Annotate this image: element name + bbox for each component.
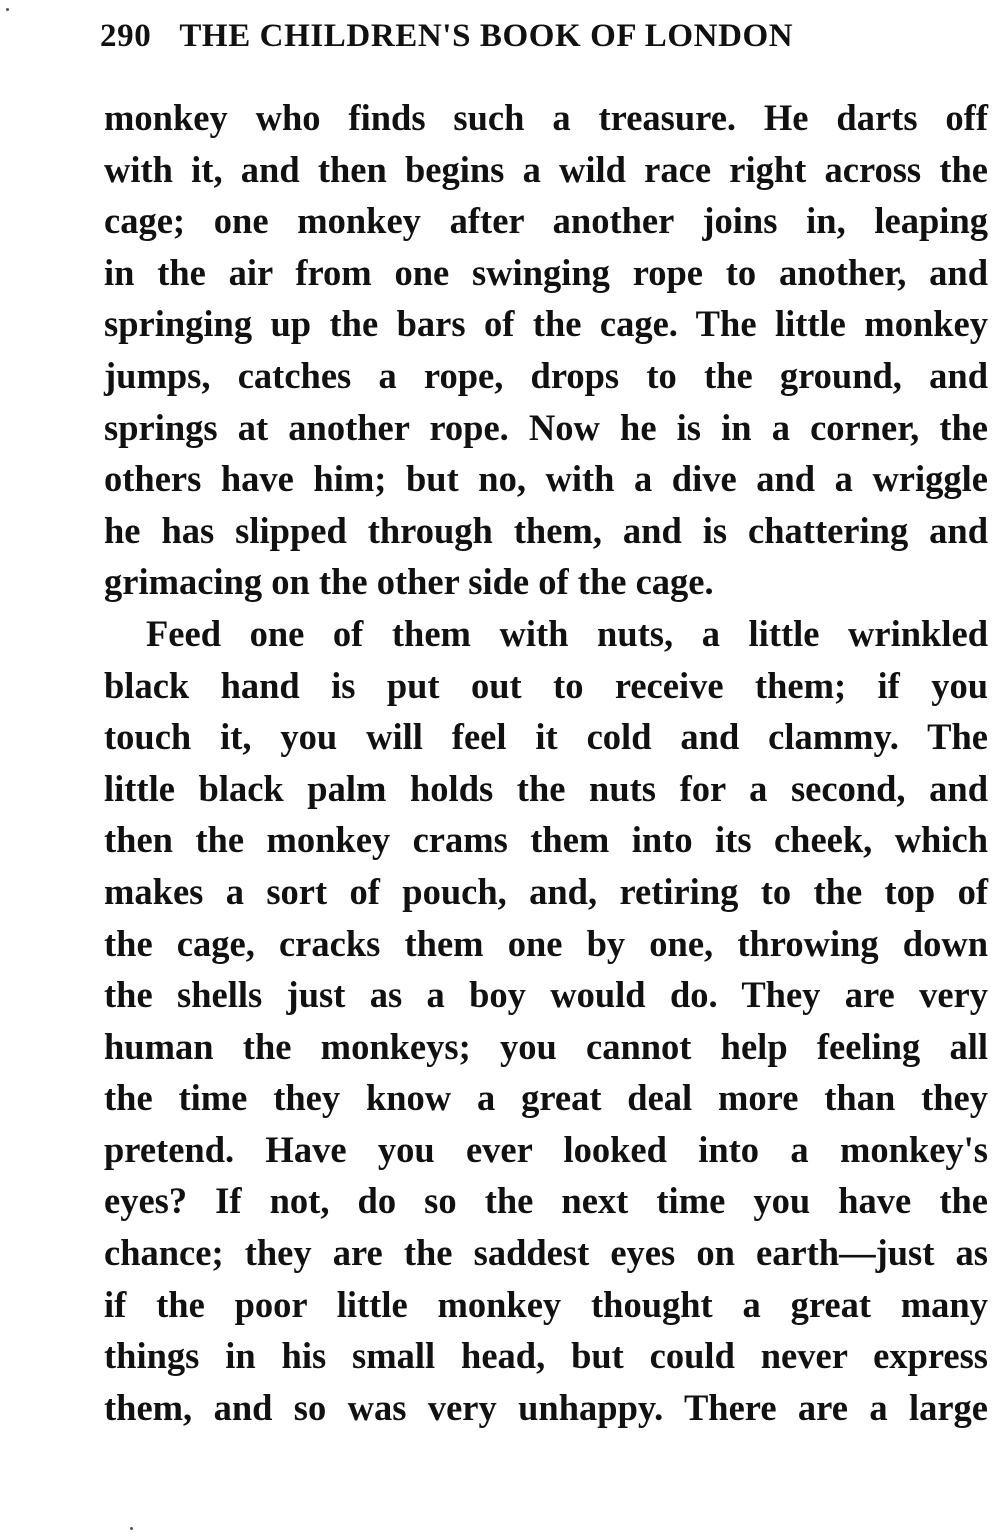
- text-line: in the air from one swinging rope to another, and: [104, 251, 988, 293]
- text-line: springing up the bars of the cage. The little monkey: [104, 303, 988, 345]
- text-line: grimacing on the other side of the cage.: [104, 561, 714, 603]
- text-line: touch it, you will feel it cold and clammy. The: [104, 716, 988, 758]
- page-number: 290: [100, 18, 152, 54]
- text-line: them, and so was very unhappy. There are a large: [104, 1386, 988, 1428]
- text-line: Feed one of them with nuts, a little wrinkled: [146, 612, 988, 654]
- text-line: things in his small head, but could never express: [104, 1335, 988, 1377]
- scan-speck: [6, 8, 9, 11]
- text-line: then the monkey crams them into its cheek, which: [104, 819, 988, 861]
- paragraph: [104, 608, 988, 1434]
- text-line: the shells just as a boy would do. They are very: [104, 974, 988, 1016]
- text-line: monkey who finds such a treasure. He darts off: [104, 97, 988, 138]
- text-line: the cage, cracks them one by one, throwing down: [104, 922, 988, 964]
- text-line: black hand is put out to receive them; if you: [104, 664, 988, 706]
- paragraph: [104, 92, 988, 608]
- body-text: [104, 92, 988, 1433]
- text-line: eyes? If not, do so the next time you have the: [104, 1180, 988, 1222]
- text-line: the time they know a great deal more than they: [104, 1077, 988, 1119]
- text-line: springs at another rope. Now he is in a corner, the: [104, 406, 988, 448]
- running-title: THE CHILDREN'S BOOK OF LONDON: [179, 18, 794, 54]
- text-line: he has slipped through them, and is chattering and: [104, 509, 988, 551]
- text-line: if the poor little monkey thought a great many: [104, 1283, 988, 1325]
- running-header: [100, 18, 980, 62]
- scan-speck: [130, 1527, 133, 1530]
- text-line: with it, and then begins a wild race right across the: [104, 148, 988, 190]
- text-line: human the monkeys; you cannot help feeling all: [104, 1025, 988, 1067]
- text-line: pretend. Have you ever looked into a monkey's: [104, 1128, 988, 1170]
- text-line: cage; one monkey after another joins in, leaping: [104, 200, 988, 242]
- text-line: little black palm holds the nuts for a second, and: [104, 767, 988, 809]
- text-line: makes a sort of pouch, and, retiring to the top of: [104, 870, 988, 912]
- text-line: jumps, catches a rope, drops to the ground, and: [104, 354, 988, 396]
- text-line: chance; they are the saddest eyes on earth—just as: [104, 1232, 988, 1274]
- text-line: others have him; but no, with a dive and a wriggle: [104, 458, 988, 500]
